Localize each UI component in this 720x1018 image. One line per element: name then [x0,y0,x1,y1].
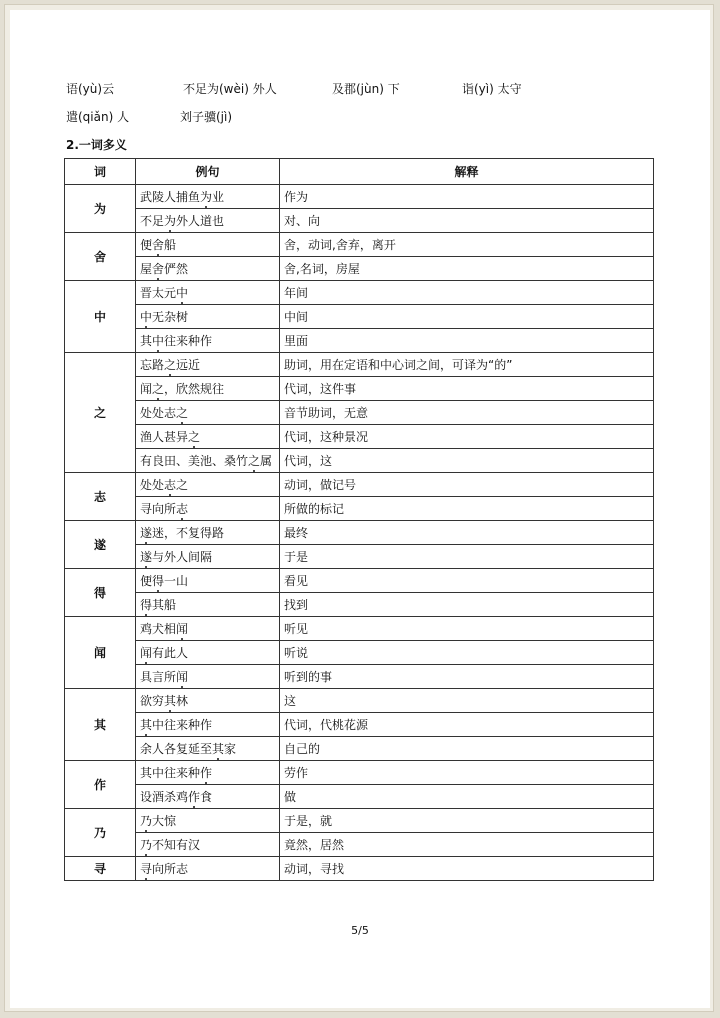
example-cell [136,329,280,353]
example-text-pre: 不足 [140,214,165,228]
word-cell: 舍 [65,233,136,281]
example-text-post: 向所志 [152,862,189,876]
example-text-pre: 设酒杀鸡 [140,790,189,804]
emphasized-char: 寻 [140,862,153,876]
example-cell [136,617,280,641]
example-text-post: 之 [176,478,189,492]
emphasized-char: 乃 [140,814,153,828]
example-cell [136,209,280,233]
emphasized-char: 之 [152,382,165,396]
word-cell: 闻 [65,617,136,689]
meaning-cell: 代词，这件事 [280,377,654,401]
example-text-post: 属 [260,454,273,468]
meaning-cell: 自己的 [280,737,654,761]
table-row [65,545,654,569]
table-row [65,737,654,761]
example-cell [136,785,280,809]
emphasized-char: 得 [152,574,165,588]
example-text-pre: 其 [140,334,153,348]
example-cell [136,857,280,881]
example-text-post: 不知有汉 [152,838,201,852]
meaning-cell: 中间 [280,305,654,329]
table-header-row [65,159,654,185]
emphasized-char: 其 [212,742,225,756]
table-row [65,377,654,401]
emphasized-char: 舍 [152,262,165,276]
example-text-pre: 处处志 [140,406,177,420]
example-text-post: 迷，不复得路 [152,526,225,540]
table-row [65,809,654,833]
emphasized-char: 得 [140,598,153,612]
table-row [65,617,654,641]
emphasized-char: 乃 [140,838,153,852]
pronunciation-item: 遣(qiǎn) 人 [66,110,130,124]
table-row [65,785,654,809]
page-number: 5/5 [351,924,369,937]
example-cell [136,665,280,689]
meaning-cell: 听见 [280,617,654,641]
example-text-post: 大惊 [152,814,177,828]
meaning-cell: 这 [280,689,654,713]
meaning-cell: 代词，代桃花源 [280,713,654,737]
word-cell: 志 [65,473,136,521]
table-row [65,521,654,545]
example-cell [136,809,280,833]
example-text-post: 有此人 [152,646,189,660]
table-row [65,713,654,737]
meaning-cell: 作为 [280,185,654,209]
example-text-pre: 具言所 [140,670,177,684]
example-cell [136,281,280,305]
table-row [65,281,654,305]
meaning-cell: 代词，这 [280,449,654,473]
pronunciation-item: 语(yù)云 [66,82,115,96]
word-cell: 寻 [65,857,136,881]
meaning-cell: 所做的标记 [280,497,654,521]
meaning-cell: 于是 [280,545,654,569]
table-row [65,209,654,233]
table-row [65,185,654,209]
table-row [65,305,654,329]
example-cell [136,473,280,497]
meaning-cell: 舍，动词,舍弃，离开 [280,233,654,257]
example-text-pre: 渔人甚异 [140,430,189,444]
table-row [65,665,654,689]
emphasized-char: 之 [164,358,177,372]
header-example: 例句 [136,159,280,185]
example-text-post: 船 [164,238,177,252]
example-cell [136,713,280,737]
header-meaning: 解释 [280,159,654,185]
table-row [65,857,654,881]
meaning-cell: 看见 [280,569,654,593]
word-cell: 乃 [65,809,136,857]
emphasized-char: 作 [200,766,213,780]
example-text-post: 往来种作 [164,334,213,348]
example-cell [136,569,280,593]
emphasized-char: 志 [176,502,189,516]
emphasized-char: 遂 [140,550,153,564]
emphasized-char: 遂 [140,526,153,540]
example-text-pre: 武陵人捕鱼 [140,190,201,204]
example-text-pre: 便 [140,574,153,588]
meaning-cell: 代词，这种景况 [280,425,654,449]
example-text-pre: 有良田、美池、桑竹 [140,454,249,468]
emphasized-char: 中 [176,286,189,300]
table-row [65,401,654,425]
example-cell [136,761,280,785]
meaning-cell: 对、向 [280,209,654,233]
example-cell [136,401,280,425]
meaning-cell: 动词，做记号 [280,473,654,497]
example-cell [136,737,280,761]
example-text-post: 与外人间隔 [152,550,213,564]
word-cell: 为 [65,185,136,233]
example-cell [136,185,280,209]
example-cell [136,449,280,473]
example-text-pre: 鸡犬相 [140,622,177,636]
meaning-cell: 于是，就 [280,809,654,833]
meaning-cell: 舍,名词，房屋 [280,257,654,281]
table-row [65,497,654,521]
example-text-post: 外人道也 [176,214,225,228]
meaning-cell: 听说 [280,641,654,665]
meaning-cell: 助词，用在定语和中心词之间，可译为“的” [280,353,654,377]
example-text-pre: 便 [140,238,153,252]
example-cell [136,257,280,281]
emphasized-char: 之 [176,406,189,420]
example-text-post: 俨然 [164,262,189,276]
word-cell: 遂 [65,521,136,569]
example-cell [136,545,280,569]
example-text-post: 无杂树 [152,310,189,324]
example-text-pre: 晋太元 [140,286,177,300]
example-cell [136,353,280,377]
word-cell: 之 [65,353,136,473]
meaning-cell: 音节助词，无意 [280,401,654,425]
example-cell [136,497,280,521]
emphasized-char: 中 [152,334,165,348]
example-text-pre: 忘路 [140,358,165,372]
example-text-post: 家 [224,742,237,756]
table-row [65,641,654,665]
word-cell: 其 [65,689,136,761]
table-row [65,329,654,353]
word-cell: 得 [65,569,136,617]
section-title: 2.一词多义 [66,138,127,152]
example-cell [136,833,280,857]
emphasized-char: 闻 [140,646,153,660]
emphasized-char: 作 [188,790,201,804]
pronunciation-item: 诣(yì) 太守 [462,82,522,96]
example-text-pre: 屋 [140,262,153,276]
table-row [65,689,654,713]
emphasized-char: 为 [164,214,177,228]
example-text-pre: 其中往来种 [140,766,201,780]
pronunciation-item: 不足为(wèi) 外人 [183,82,277,96]
example-text-post: ，欣然规往 [164,382,225,396]
emphasized-char: 为 [200,190,213,204]
meaning-cell: 年间 [280,281,654,305]
word-cell: 作 [65,761,136,809]
word-cell: 中 [65,281,136,353]
example-text-post: 食 [200,790,213,804]
header-word: 词 [65,159,136,185]
meaning-cell: 里面 [280,329,654,353]
emphasized-char: 舍 [152,238,165,252]
example-cell [136,377,280,401]
example-text-post: 其船 [152,598,177,612]
pronunciation-item: 及郡(jùn) 下 [332,82,400,96]
example-cell [136,425,280,449]
example-text-post: 业 [212,190,225,204]
example-text-post: 林 [176,694,189,708]
table-row [65,449,654,473]
emphasized-char: 闻 [176,670,189,684]
table-row [65,257,654,281]
table-row [65,593,654,617]
emphasized-char: 之 [188,430,201,444]
meaning-cell: 最终 [280,521,654,545]
example-text-pre: 处处 [140,478,165,492]
pronunciation-item: 刘子骥(jì) [180,110,233,124]
example-text-pre: 寻向所 [140,502,177,516]
example-text-pre: 余人各复延至 [140,742,213,756]
example-text-post: 远近 [176,358,201,372]
meaning-cell: 劳作 [280,761,654,785]
example-cell [136,593,280,617]
example-cell [136,233,280,257]
table-row [65,353,654,377]
emphasized-char: 闻 [176,622,189,636]
example-cell [136,689,280,713]
document-page [10,10,710,1008]
table-row [65,569,654,593]
table-row [65,833,654,857]
example-cell [136,521,280,545]
meaning-cell: 竟然，居然 [280,833,654,857]
table-row [65,761,654,785]
example-cell [136,305,280,329]
polysemy-table [64,158,654,881]
meaning-cell: 动词，寻找 [280,857,654,881]
emphasized-char: 中 [140,310,153,324]
emphasized-char: 之 [248,454,261,468]
example-text-post: 中往来种作 [152,718,213,732]
table-row [65,233,654,257]
meaning-cell: 听到的事 [280,665,654,689]
emphasized-char: 志 [164,478,177,492]
example-text-pre: 欲穷 [140,694,165,708]
meaning-cell: 找到 [280,593,654,617]
meaning-cell: 做 [280,785,654,809]
example-cell [136,641,280,665]
example-text-post: 一山 [164,574,189,588]
emphasized-char: 其 [140,718,153,732]
table-row [65,425,654,449]
example-text-pre: 闻 [140,382,153,396]
table-row [65,473,654,497]
emphasized-char: 其 [164,694,177,708]
